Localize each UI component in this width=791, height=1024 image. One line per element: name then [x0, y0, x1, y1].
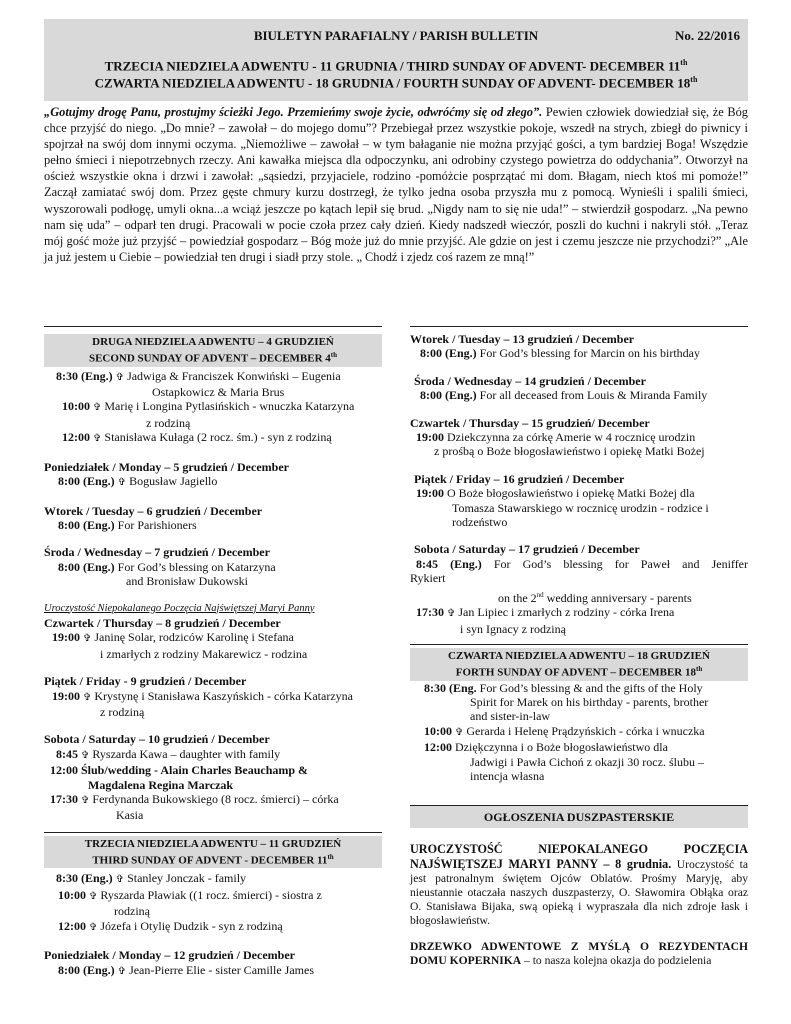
intro-lead: „Gotujmy drogę Panu, prostujmy ścieżki Jego. Przemieńmy swoje życie, odwróćmy się od złego”.: [44, 105, 543, 119]
mass-entry-cont: intencja własna: [470, 769, 545, 783]
intro-body: Pewien człowiek dowiedział się, że Bóg chce przyjść do niego. „Do mnie? – zawołał – do mojego domu”? Przebiegał przez wszystkie pokoje, wszedł na strych, zbiegł do piwnicy i spojrzał na swój dom innymi oczyma. „Niemożliwe – zawołał – w tym bałaganie nie można przyjąć gości, a tym bardziej Boga! Wszędzie pełno śmieci i niepotrzebnych rzeczy. Ani kawałka miejsca dla odpoczynku, ani odrobiny czystego powietrza do oddychania”. Otworzył na oścież wszystkie okna i drzwi i zawołał: „sąsiedzi, przyjaciele, rodzino -pomóżcie posprzątać mi dom. Błagam, niech ktoś mi pomoże!” Zaczął zamiatać swój dom. Przez gęste chmury kurzu dostrzegł, że tylko jedna osoba przyszła mu z pomocą. Wynieśli i spalili śmieci, wyszorowali podłogę, umyli okna...a wciąż jeszcze po kątach lepił się brud. „Nigdy nam to się nie uda!” – stwierdził gospodarz. „Na pewno nam się uda” – odparł ten drugi. Pracowali w pocie czoła przez cały dzień. Kiedy nadszedł wieczór, poszli do kuchni i nakryli stół. „Teraz mój gość może już przyjść – powiedział gospodarz – Bóg może już do mnie przyjść. Ale gdzie on jest i czemu jeszcze nie przychodzi?” „Ale ja już jestem u Ciebie – powiedział ten drugi i siadł przy stole. „ Chodź i zjedz coś razem ze mną!”: [44, 105, 748, 264]
mass-entry-cont: i zmarłych z rodziny Makarewicz - rodzina: [100, 646, 308, 661]
bulletin-number: No. 22/2016: [675, 28, 740, 43]
bulletin-title: BIULETYN PARAFIALNY / PARISH BULLETIN: [253, 28, 539, 43]
mass-entry: 8:00 (Eng.) For Parishioners: [58, 517, 197, 532]
mass-entry: 10:00 ✞ Gerarda i Helenę Prądzyńskich - córka i wnuczka: [424, 723, 705, 738]
mass-entry: 19:00 Dziekczynna za córkę Amerie w 4 rocznicę urodzin: [416, 430, 696, 445]
announcements-heading: OGŁOSZENIA DUSZPASTERSKIE: [410, 805, 748, 827]
day-heading: Czwartek / Thursday – 15 grudzień/ December: [410, 415, 650, 430]
mass-entry-cont: Magdalena Regina Marczak: [88, 777, 234, 792]
day-heading: Poniedziałek / Monday – 5 grudzień / December: [44, 459, 289, 474]
mass-entry: 12:00 ✞ Józefa i Otylię Dudzik - syn z rodziną: [58, 918, 283, 933]
mass-entry: 8:30 (Eng.) ✞ Jadwiga & Franciszek Konwiński – Eugenia: [56, 368, 341, 383]
mass-entry: 8:30 (Eng.) ✞ Stanley Jonczak - family: [56, 871, 247, 886]
mass-entry: 12:00 Dzięķczynna i o Boże błogosławieństwo dla: [424, 740, 668, 755]
mass-entry-cont: z rodziną: [100, 704, 145, 719]
announcement-advent-tree: DRZEWKO ADWENTOWE Z MYŚLĄ O REZYDENTACH DOMU KOPERNIKA – to nasza kolejna okazja do podzielenia: [410, 939, 748, 967]
mass-entry: 8:45 (Eng.) For God’s blessing for Paweł and Jeniffer: [416, 556, 749, 571]
divider-left: [44, 326, 382, 327]
fourth-sunday-box: CZWARTA NIEDZIELA ADWENTU – 18 GRUDZIEŃ FORTH SUNDAY OF ADVENT – DECEMBER 18th: [410, 648, 748, 681]
mass-entry-cont: Jadwigi i Pawła Cichoń z okazji 30 rocz. ślubu –: [470, 754, 704, 769]
fourth-sunday-masses: [410, 681, 748, 784]
mass-entry-cont: Spirit for Marek on his birthday - parents, brother: [470, 694, 709, 709]
day-heading: Wtorek / Tuesday – 6 grudzień / December: [44, 503, 263, 518]
day-heading: Piątek / Friday - 9 grudzień / December: [44, 674, 247, 689]
mass-entry: 10:00 ✞ Ryszarda Pławiak ((1 rocz. śmierci) - siostra z: [58, 887, 322, 902]
mass-entry: 12:00 Ślub/wedding - Alain Charles Beauchamp &: [50, 763, 309, 778]
third-sunday-heading: TRZECIA NIEDZIELA ADWENTU - 11 GRUDNIA / THIRD SUNDAY OF ADVENT- DECEMBER 11th: [104, 58, 688, 74]
day-heading: Środa / Wednesday – 14 grudzień / December: [414, 373, 646, 388]
mass-entry: 8:00 (Eng.) For God’s blessing on Katarzyna: [58, 559, 276, 574]
day-heading: Środa / Wednesday – 7 grudzień / December: [44, 545, 270, 560]
day-heading: Piątek / Friday – 16 grudzień / December: [414, 471, 625, 486]
mass-entry: 8:00 (Eng.) ✞ Jean-Pierre Elie - sister Camille James: [58, 962, 315, 977]
second-sunday-masses: [44, 369, 382, 447]
mass-entry-cont: rodzeństwo: [452, 515, 508, 530]
day-heading: Czwartek / Thursday – 8 grudzień / December: [44, 615, 281, 630]
mass-entry-cont: Kasia: [116, 808, 144, 823]
mass-entry: 19:00 ✞ Krystynę i Stanisława Kaszyńskich - córka Katarzyna: [52, 688, 353, 703]
announcement-immaculate-conception: UROCZYSTOŚĆ NIEPOKALANEGO POCZĘCIA NAJŚWIĘTSZEJ MARYI PANNY – 8 grudnia. Uroczystość ta jest patronalnym świętem Ojców Oblatów. Prośmy Maryję, aby nieustannie otaczała naszych duszpasterzy, O. Sławomira Obłąka oraz O. Stanisława Bijaka, swą opieką i wypraszała dla nich zdroje łask i błogosławieństw.: [410, 841, 748, 927]
day-heading: Wtorek / Tuesday – 13 grudzień / December: [410, 332, 635, 346]
mass-entry-cont: Ostapkowicz & Maria Brus: [152, 385, 285, 400]
mass-entry-cont: and sister-in-law: [470, 709, 551, 724]
fourth-sunday-heading: CZWARTA NIEDZIELA ADWENTU - 18 GRUDNIA / FOURTH SUNDAY OF ADVENT- DECEMBER 18th: [94, 75, 698, 91]
third-sunday-box: TRZECIA NIEDZIELA ADWENTU – 11 GRUDZIEŃ THIRD SUNDAY OF ADVENT - DECEMBER 11th: [44, 836, 382, 869]
mass-entry: 19:00 ✞ Janinę Solar, rodziców Karolinę i Stefana: [52, 630, 294, 645]
divider-right: [410, 326, 748, 327]
mass-entry: 17:30 ✞ Jan Lipiec i zmarłych z rodziny - córka Irena: [416, 605, 675, 620]
bulletin-header: [44, 19, 748, 101]
mass-entry: 12:00 ✞ Stanisława Kułaga (2 rocz. śm.) - syn z rodziną: [62, 430, 332, 445]
mass-schedule-left: [44, 334, 382, 979]
mass-entry: 10:00 ✞ Marię i Longina Pytlasińskich - wnuczka Katarzyna: [62, 399, 355, 414]
mass-entry: 19:00 O Boże błogosławieństwo i opiekę Matki Bożej dla: [416, 486, 695, 501]
mass-schedule-right: [410, 332, 748, 968]
third-sunday-masses: [44, 871, 382, 935]
mass-entry: 8:00 (Eng.) For all deceased from Louis & Miranda Family: [420, 388, 708, 403]
second-sunday-heading: DRUGA NIEDZIELA ADWENTU – 4 GRUDZIEŃ SECOND SUNDAY OF ADVENT – DECEMBER 4th: [44, 334, 382, 367]
mass-entry-cont: rodziną: [114, 904, 150, 919]
mass-entry-cont: and Bronisław Dukowski: [126, 574, 248, 589]
mass-entry-cont: Tomasza Stawarskiego w rocznicę urodzin - rodzice i: [452, 500, 709, 515]
intro-reflection: [44, 104, 748, 265]
mass-entry-cont: z prośbą o Boże błogosławieństwo i opiekę Matki Bożej: [434, 444, 705, 459]
mass-entry-cont: on the 2nd wedding anniversary - parents: [498, 590, 692, 605]
mass-entry: 8:00 (Eng.) ✞ Bogusław Jagiello: [58, 474, 218, 489]
day-heading: Sobota / Saturday – 17 grudzień / December: [414, 542, 640, 557]
mass-entry-cont: Rykiert: [410, 571, 446, 586]
mass-entry: 8:30 (Eng. For God’s blessing & and the gifts of the Holy: [424, 680, 703, 695]
mass-entry-cont: z rodziną: [146, 415, 191, 430]
mass-entry: 17:30 ✞ Ferdynanda Bukowskiego (8 rocz. śmierci) – córka: [50, 792, 339, 806]
mass-entry: 8:45 ✞ Ryszarda Kawa – daughter with family: [56, 746, 281, 761]
mass-entry: 8:00 (Eng.) For God’s blessing for Marcin on his birthday: [420, 346, 700, 361]
day-heading: Sobota / Saturday – 10 grudzień / December: [44, 732, 270, 747]
day-heading: Poniedziałek / Monday – 12 grudzień / December: [44, 948, 295, 963]
feast-note: Uroczystość Niepokalanego Poczęcia Najświętszej Maryi Panny: [44, 602, 315, 614]
mass-entry-cont: i syn Ignacy z rodziną: [460, 621, 566, 636]
